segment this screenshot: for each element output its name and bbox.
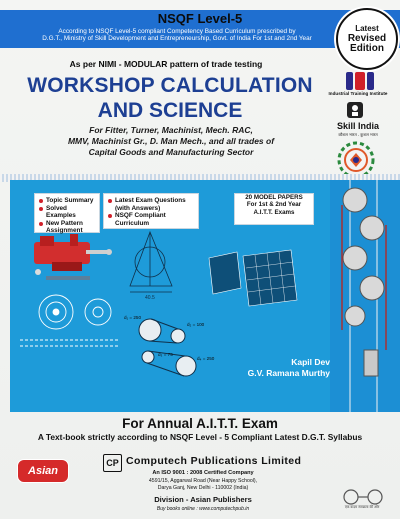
model-papers-exams: A.I.T.T. Exams <box>253 208 295 216</box>
pulley-label-d4: d₄ = 250 <box>197 356 215 361</box>
syllabus-note: A Text-book strictly according to NSQF Level - 5 Compliant Latest D.G.T. Syllabus <box>37 432 363 442</box>
trade-line-3: Capital Goods and Manufacturing Sector <box>88 147 254 157</box>
curriculum-line-2: D.G.T., Ministry of Skill Development and Entrepreneurship, Govt. of India For 1st and 2nd Year <box>42 35 312 43</box>
pulley-column-icon <box>342 180 386 412</box>
publisher-address-1: 4591/15, Aggarwal Road (Near Happy School), <box>148 478 258 484</box>
model-papers-count: 20 MODEL PAPERS <box>245 194 303 201</box>
skill-india-name: Skill India <box>336 121 379 131</box>
feature-exam-questions: Latest Exam Questions (with Answers) <box>108 197 194 212</box>
publisher-division: Division - Asian Publishers <box>154 495 252 504</box>
skill-india-tagline: कौशल भारत - कुशल भारत <box>338 132 378 137</box>
publisher-iso: An ISO 9001 : 2008 Certified Company <box>152 470 254 476</box>
triangle-dimension-label: 40.5 <box>145 295 155 301</box>
iti-caption: Industrial Training Institute <box>328 91 388 96</box>
rotated-square-diagram <box>209 250 297 306</box>
author-2: G.V. Ramana Murthy <box>247 368 330 378</box>
trade-line-2: MMV, Machinist Gr., D. Man Mech., and all trades of <box>67 136 275 146</box>
imprint-name: Asian <box>28 465 58 477</box>
feature-topic-summary: Topic Summary <box>39 197 95 205</box>
publisher-website: Buy books online : www.computechpub.in <box>156 506 250 512</box>
model-papers-years: For 1st & 2nd Year <box>246 201 302 209</box>
badge-line-3: Edition <box>350 43 384 54</box>
book-title-line-1: WORKSHOP CALCULATION <box>27 74 313 97</box>
feature-solved-examples: Solved Examples <box>39 205 95 220</box>
publisher-address-2: Darya Ganj, New Delhi - 110002 (India) <box>157 485 249 491</box>
bench-vice-icon <box>34 234 112 280</box>
spur-gear-icon <box>20 295 120 346</box>
pulley-label-d3: d₃ = 75 <box>158 352 173 357</box>
asian-imprint-logo <box>17 459 69 483</box>
triangle-diagram <box>130 232 172 292</box>
book-title-line-2: AND SCIENCE <box>97 99 243 122</box>
belt-drive-diagram <box>139 319 196 376</box>
feature-new-pattern: New Pattern Assignment <box>39 220 95 235</box>
nimi-note: As per NIMI - MODULAR pattern of trade testing <box>69 59 263 69</box>
publisher-mark-icon: CP <box>103 454 122 472</box>
publisher-name: Computech Publications Limited <box>126 455 302 467</box>
trade-line-1: For Fitter, Turner, Machinist, Mech. RAC, <box>89 125 253 135</box>
swachh-bharat-glasses-icon <box>333 487 393 507</box>
badge-line-1: Latest <box>355 24 379 33</box>
nsqf-level: NSQF Level-5 <box>157 11 243 26</box>
pulley-label-d1: d₁ = 250 <box>124 315 142 320</box>
pulley-label-d2: d₂ = 100 <box>187 322 205 327</box>
exam-heading: For Annual A.I.T.T. Exam <box>122 416 278 431</box>
feature-nsqf-curriculum: NSQF Compliant Curriculum <box>108 212 194 227</box>
curriculum-line-1: According to NSQF Level-5 compliant Competency Based Curriculum prescribed by <box>58 28 296 35</box>
authors <box>222 357 330 379</box>
badge-line-2: Revised <box>347 33 387 44</box>
author-1: Kapil Dev <box>291 357 330 367</box>
swachh-caption: एक कदम स्वच्छता की ओर <box>344 505 380 509</box>
